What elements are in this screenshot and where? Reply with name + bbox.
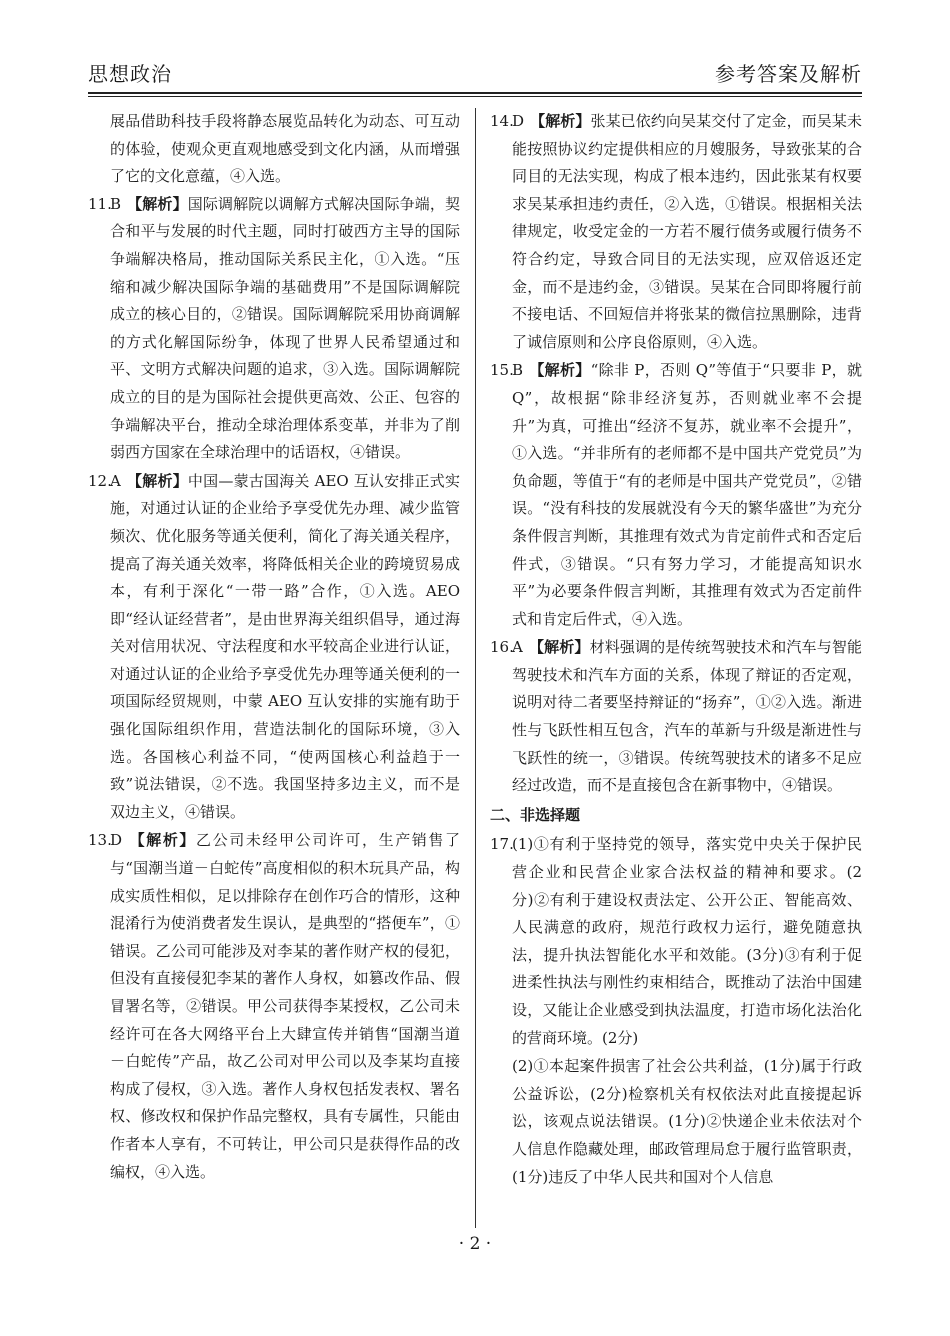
item-text: 张某已依约向吴某交付了定金，而吴某未能按照协议约定提供相应的月嫂服务，导致张某的合同目的无法实现，构成了根本违约，因此张某有权要求吴某承担违约责任，②入选，①错误。根据相关法律规定，收受定金的一方若不履行债务或履行债务不符合约定，导致合同目的无法实现，应双倍返还定金，而不是违约金，③错误。吴某在合同即将履行前不接电话、不回短信并将张某的微信拉黑删除，违背了诚信原则和公序良俗原则，④入选。 <box>512 112 862 351</box>
item-text-part1: (1)①有利于坚持党的领导，落实党中央关于保护民营企业和民营企业家合法权益的精神和要求。(2分)②有利于建设权责法定、公开公正、智能高效、人民满意的政府，规范行政权力运行，避免随意执法，提升执法智能化水平和效能。(3分)③有利于促进柔性执法与刚性约束相结合，既推动了法治中国建设，又能让企业感受到执法温度，打造市场化法治化的营商环境。(2分) <box>512 835 862 1047</box>
item-number: 14. <box>490 112 514 130</box>
header-rule-thin <box>88 96 862 97</box>
item-answer: D <box>512 112 525 130</box>
item-text: 国际调解院以调解方式解决国际争端，契合和平与发展的时代主题，同时打破西方主导的国际争端解决格局，推动国际关系民主化，①入选。“压缩和减少解决国际争端的基础费用”不是国际调解院成立的核心目的，②错误。国际调解院采用协商调解的方式化解国际纷争，体现了世界人民希望通过和平、文明方式解决问题的追求，③入选。国际调解院成立的目的是为国际社会提供更高效、公正、包容的争端解决平台，推动全球治理体系变革，并非为了削弱西方国家在全球治理中的话语权，④错误。 <box>110 194 460 462</box>
subject-label: 思想政治 <box>88 62 172 86</box>
answer-item-12 <box>88 468 460 827</box>
item-number: 11. <box>88 194 112 213</box>
column-divider <box>475 108 476 1228</box>
section-heading: 二、非选择题 <box>490 805 581 824</box>
item-number: 15. <box>490 361 514 380</box>
item-answer: B <box>512 361 524 380</box>
answer-item-16 <box>490 634 862 800</box>
analysis-tag: 【解析】 <box>127 194 188 213</box>
continuation-paragraph: 展品借助科技手段将静态展览品转化为动态、可互动的体验，使观众更直观地感受到文化内涵，从而增强了它的文化意蕴，④入选。 <box>110 112 460 186</box>
analysis-tag: 【解析】 <box>529 361 591 380</box>
answer-item-17-part2: (2)①本起案件损害了社会公共利益，(1分)属于行政公益诉讼，(2分)检察机关有权依法对此直接提起诉讼，该观点说法错误。(1分)②快递企业未依法对个人信息作隐藏处理，邮政管理局怠于履行监管职责，(1分)违反了中华人民共和国对个人信息 <box>512 1057 862 1186</box>
answer-item-14 <box>490 108 862 356</box>
item-text: 材料强调的是传统驾驶技术和汽车与智能驾驶技术和汽车方面的关系，体现了辩证的否定观，说明对待二者要坚持辩证的“扬弃”，①②入选。渐进性与飞跃性相互包含，汽车的革新与升级是渐进性与飞跃性的统一，③错误。传统驾驶技术的诸多不足应经过改造，而不是直接包含在新事物中，④错误。 <box>512 638 862 795</box>
left-column <box>88 108 460 1187</box>
analysis-tag: 【解析】 <box>126 471 188 490</box>
analysis-tag: 【解析】 <box>530 112 591 130</box>
item-answer: A <box>512 638 523 657</box>
item-text: 乙公司未经甲公司许可，生产销售了与“国潮当道－白蛇传”高度相似的积木玩具产品，构成实质性相似，足以排除存在创作巧合的情形，这种混淆行为使消费者发生误认，是典型的“搭便车”，①错误。乙公司可能涉及对李某的著作财产权的侵犯，但没有直接侵犯李某的著作人身权，如篡改作品、假冒署名等，②错误。甲公司获得李某授权，乙公司未经许可在各大网络平台上大肆宣传并销售“国潮当道－白蛇传”产品，故乙公司对甲公司以及李某均直接构成了侵权，③入选。著作人身权包括发表权、署名权、修改权和保护作品完整权，具有专属性，只能由作者本人享有，不可转让，甲公司只是获得作品的改编权，④入选。 <box>110 831 460 1181</box>
item-number: 13. <box>88 831 112 850</box>
analysis-tag: 【解析】 <box>528 638 590 657</box>
item-number: 16. <box>490 638 514 657</box>
answer-item-11 <box>88 191 460 467</box>
right-column <box>490 108 862 1191</box>
page-number: · 2 · <box>458 1234 492 1254</box>
analysis-tag: 【解析】 <box>128 831 197 850</box>
answer-item-17 <box>490 831 862 1052</box>
item-text: 中国—蒙古国海关 AEO 互认安排正式实施，对通过认证的企业给予享受优先办理、减少监管频次、优化服务等通关便利，简化了海关通关程序，提高了海关通关效率，将降低相关企业的跨境贸易成本，有利于深化“一带一路”合作，①入选。AEO 即“经认证经营者”，是由世界海关组织倡导，通过海关对信用状况、守法程度和水平较高企业进行认证，对通过认证的企业给予享受优先办理等通关便利的一项国际经贸规则，中蒙 AEO 互认安排的实施有助于强化国际组织作用，营造法制化的国际环境，③入选。各国核心利益不同，“使两国核心利益趋于一致”说法错误，②不选。我国坚持多边主义，而不是双边主义，④错误。 <box>110 471 460 821</box>
item-answer: A <box>110 471 121 490</box>
item-number: 12. <box>88 471 112 490</box>
item-answer: D <box>110 831 123 850</box>
item-number: 17. <box>490 835 514 854</box>
page-header <box>88 58 862 94</box>
item-answer: B <box>110 194 122 213</box>
section-title: 参考答案及解析 <box>715 62 862 86</box>
header-rule-thick <box>88 92 862 94</box>
item-text: “除非 P，否则 Q”等值于“只要非 P，就 Q”，故根据“除非经济复苏，否则就业率不会提升”为真，可推出“经济不复苏，就业率不会提升”，①入选。“并非所有的老师都不是中国共产党党员”为负命题，等值于“有的老师是中国共产党党员”，②错误。“没有科技的发展就没有今天的繁华盛世”为充分条件假言判断，其推理有效式为肯定前件式和否定后件式，③错误。“只有努力学习，才能提高知识水平”为必要条件假言判断，其推理有效式为否定前件式和肯定后件式，④入选。 <box>512 361 862 628</box>
answer-item-15 <box>490 357 862 633</box>
answer-item-13 <box>88 827 460 1186</box>
